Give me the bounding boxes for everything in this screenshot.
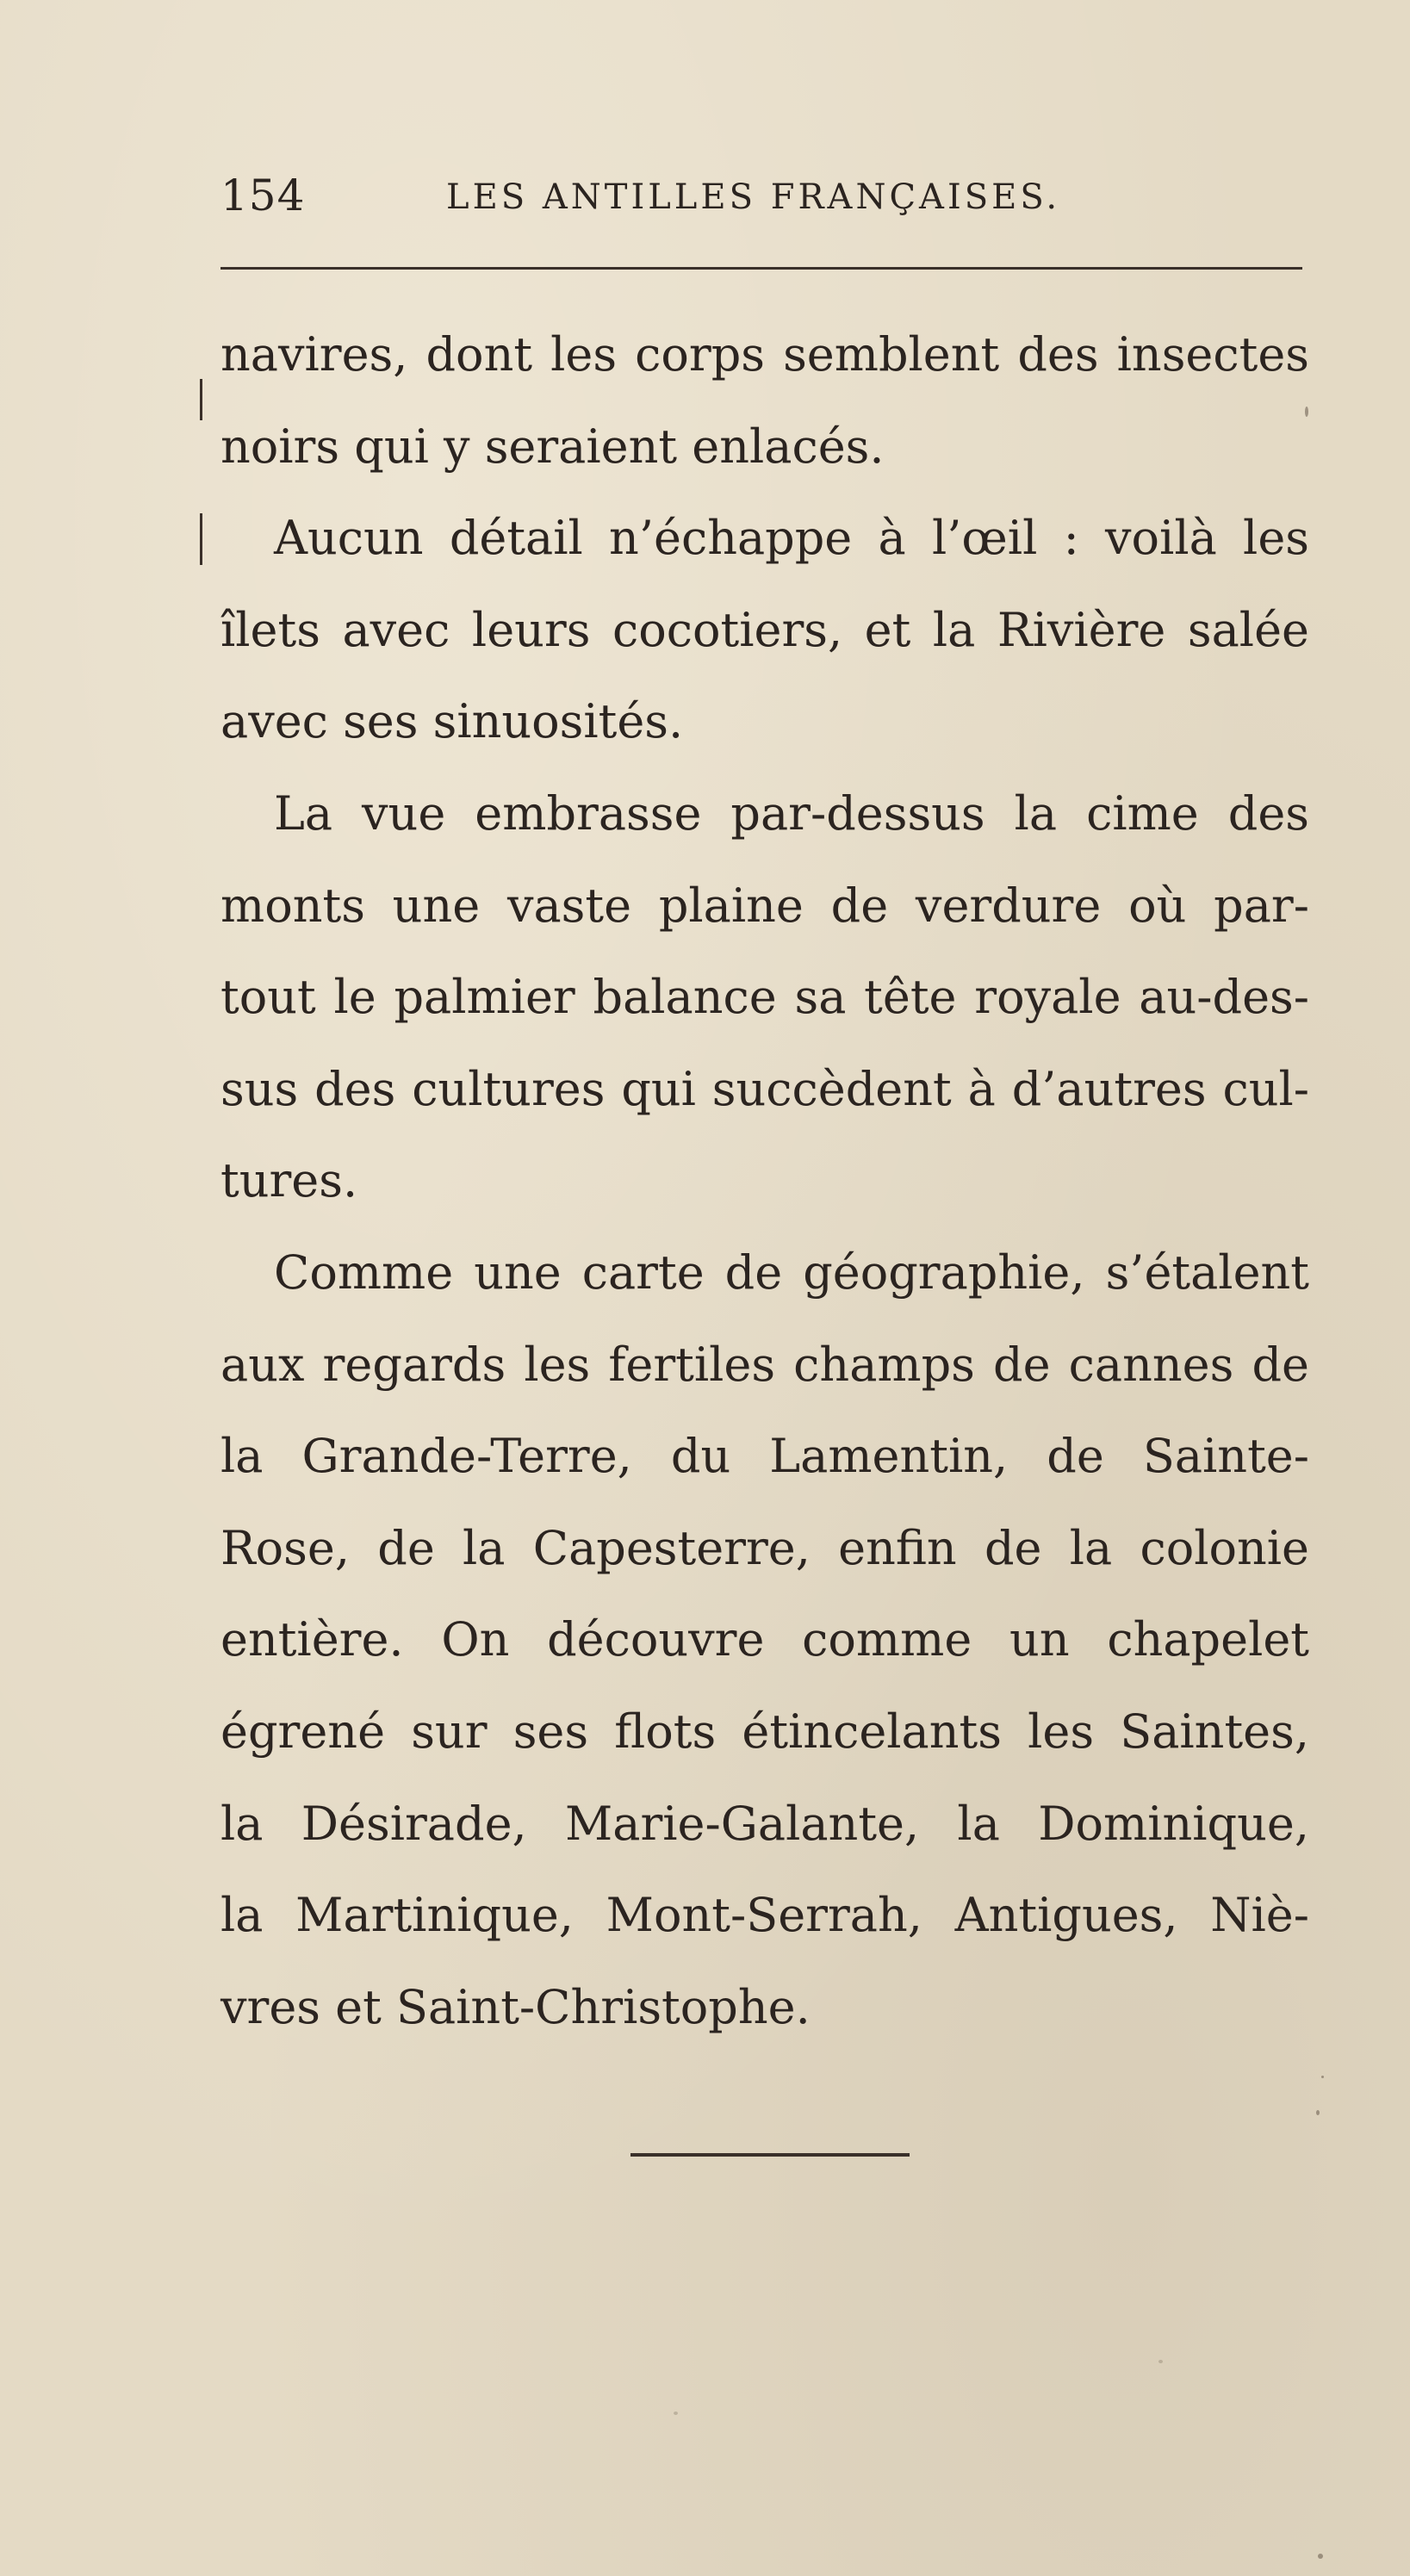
text-line: noirs qui y seraient enlacés. — [221, 419, 885, 474]
paper-speck — [1158, 2360, 1163, 2363]
running-title: LES ANTILLES FRANÇAISES. — [446, 177, 1061, 217]
text-line: monts une vaste plaine de verdure où par- — [221, 878, 1309, 933]
text-line: tures. — [221, 1153, 358, 1208]
paper-speck — [1318, 2554, 1323, 2559]
text-line: tout le palmier balance sa tête royale au-des- — [221, 970, 1309, 1025]
text-line: sus des cultures qui succèdent à d’autres cul- — [221, 1061, 1309, 1116]
text-line: navires, dont les corps semblent des insectes — [221, 327, 1309, 382]
margin-mark — [200, 513, 202, 565]
text-line: aux regards les fertiles champs de cannes de — [221, 1337, 1309, 1392]
paper-speck — [1305, 407, 1308, 417]
text-line: entière. On découvre comme un chapelet — [221, 1612, 1309, 1667]
end-rule — [630, 2153, 910, 2157]
text-line: Aucun détail n’échappe à l’œil : voilà les — [274, 511, 1309, 566]
text-line: îlets avec leurs cocotiers, et la Rivière salée — [221, 602, 1309, 657]
text-line: la Martinique, Mont-Serrah, Antigues, Niè- — [221, 1888, 1309, 1943]
paper-speck — [1321, 2076, 1324, 2078]
margin-mark — [200, 379, 202, 420]
page-number: 154 — [221, 171, 306, 220]
text-line: la Grande-Terre, du Lamentin, de Sainte- — [221, 1429, 1309, 1484]
text-line: vres et Saint-Christophe. — [221, 1979, 811, 2034]
text-line: égrené sur ses flots étincelants les Saintes, — [221, 1704, 1309, 1759]
text-line: Rose, de la Capesterre, enfin de la colonie — [221, 1520, 1309, 1575]
header-rule — [221, 267, 1302, 270]
text-line: avec ses sinuosités. — [221, 694, 684, 749]
text-line: la Désirade, Marie-Galante, la Dominique, — [221, 1796, 1309, 1851]
running-head — [221, 171, 1306, 231]
text-line: La vue embrasse par-dessus la cime des — [274, 785, 1309, 841]
paper-speck — [674, 2412, 678, 2415]
body-text — [221, 324, 1309, 2068]
text-line: Comme une carte de géographie, s’étalent — [274, 1245, 1309, 1300]
paper-speck — [1316, 2110, 1320, 2115]
